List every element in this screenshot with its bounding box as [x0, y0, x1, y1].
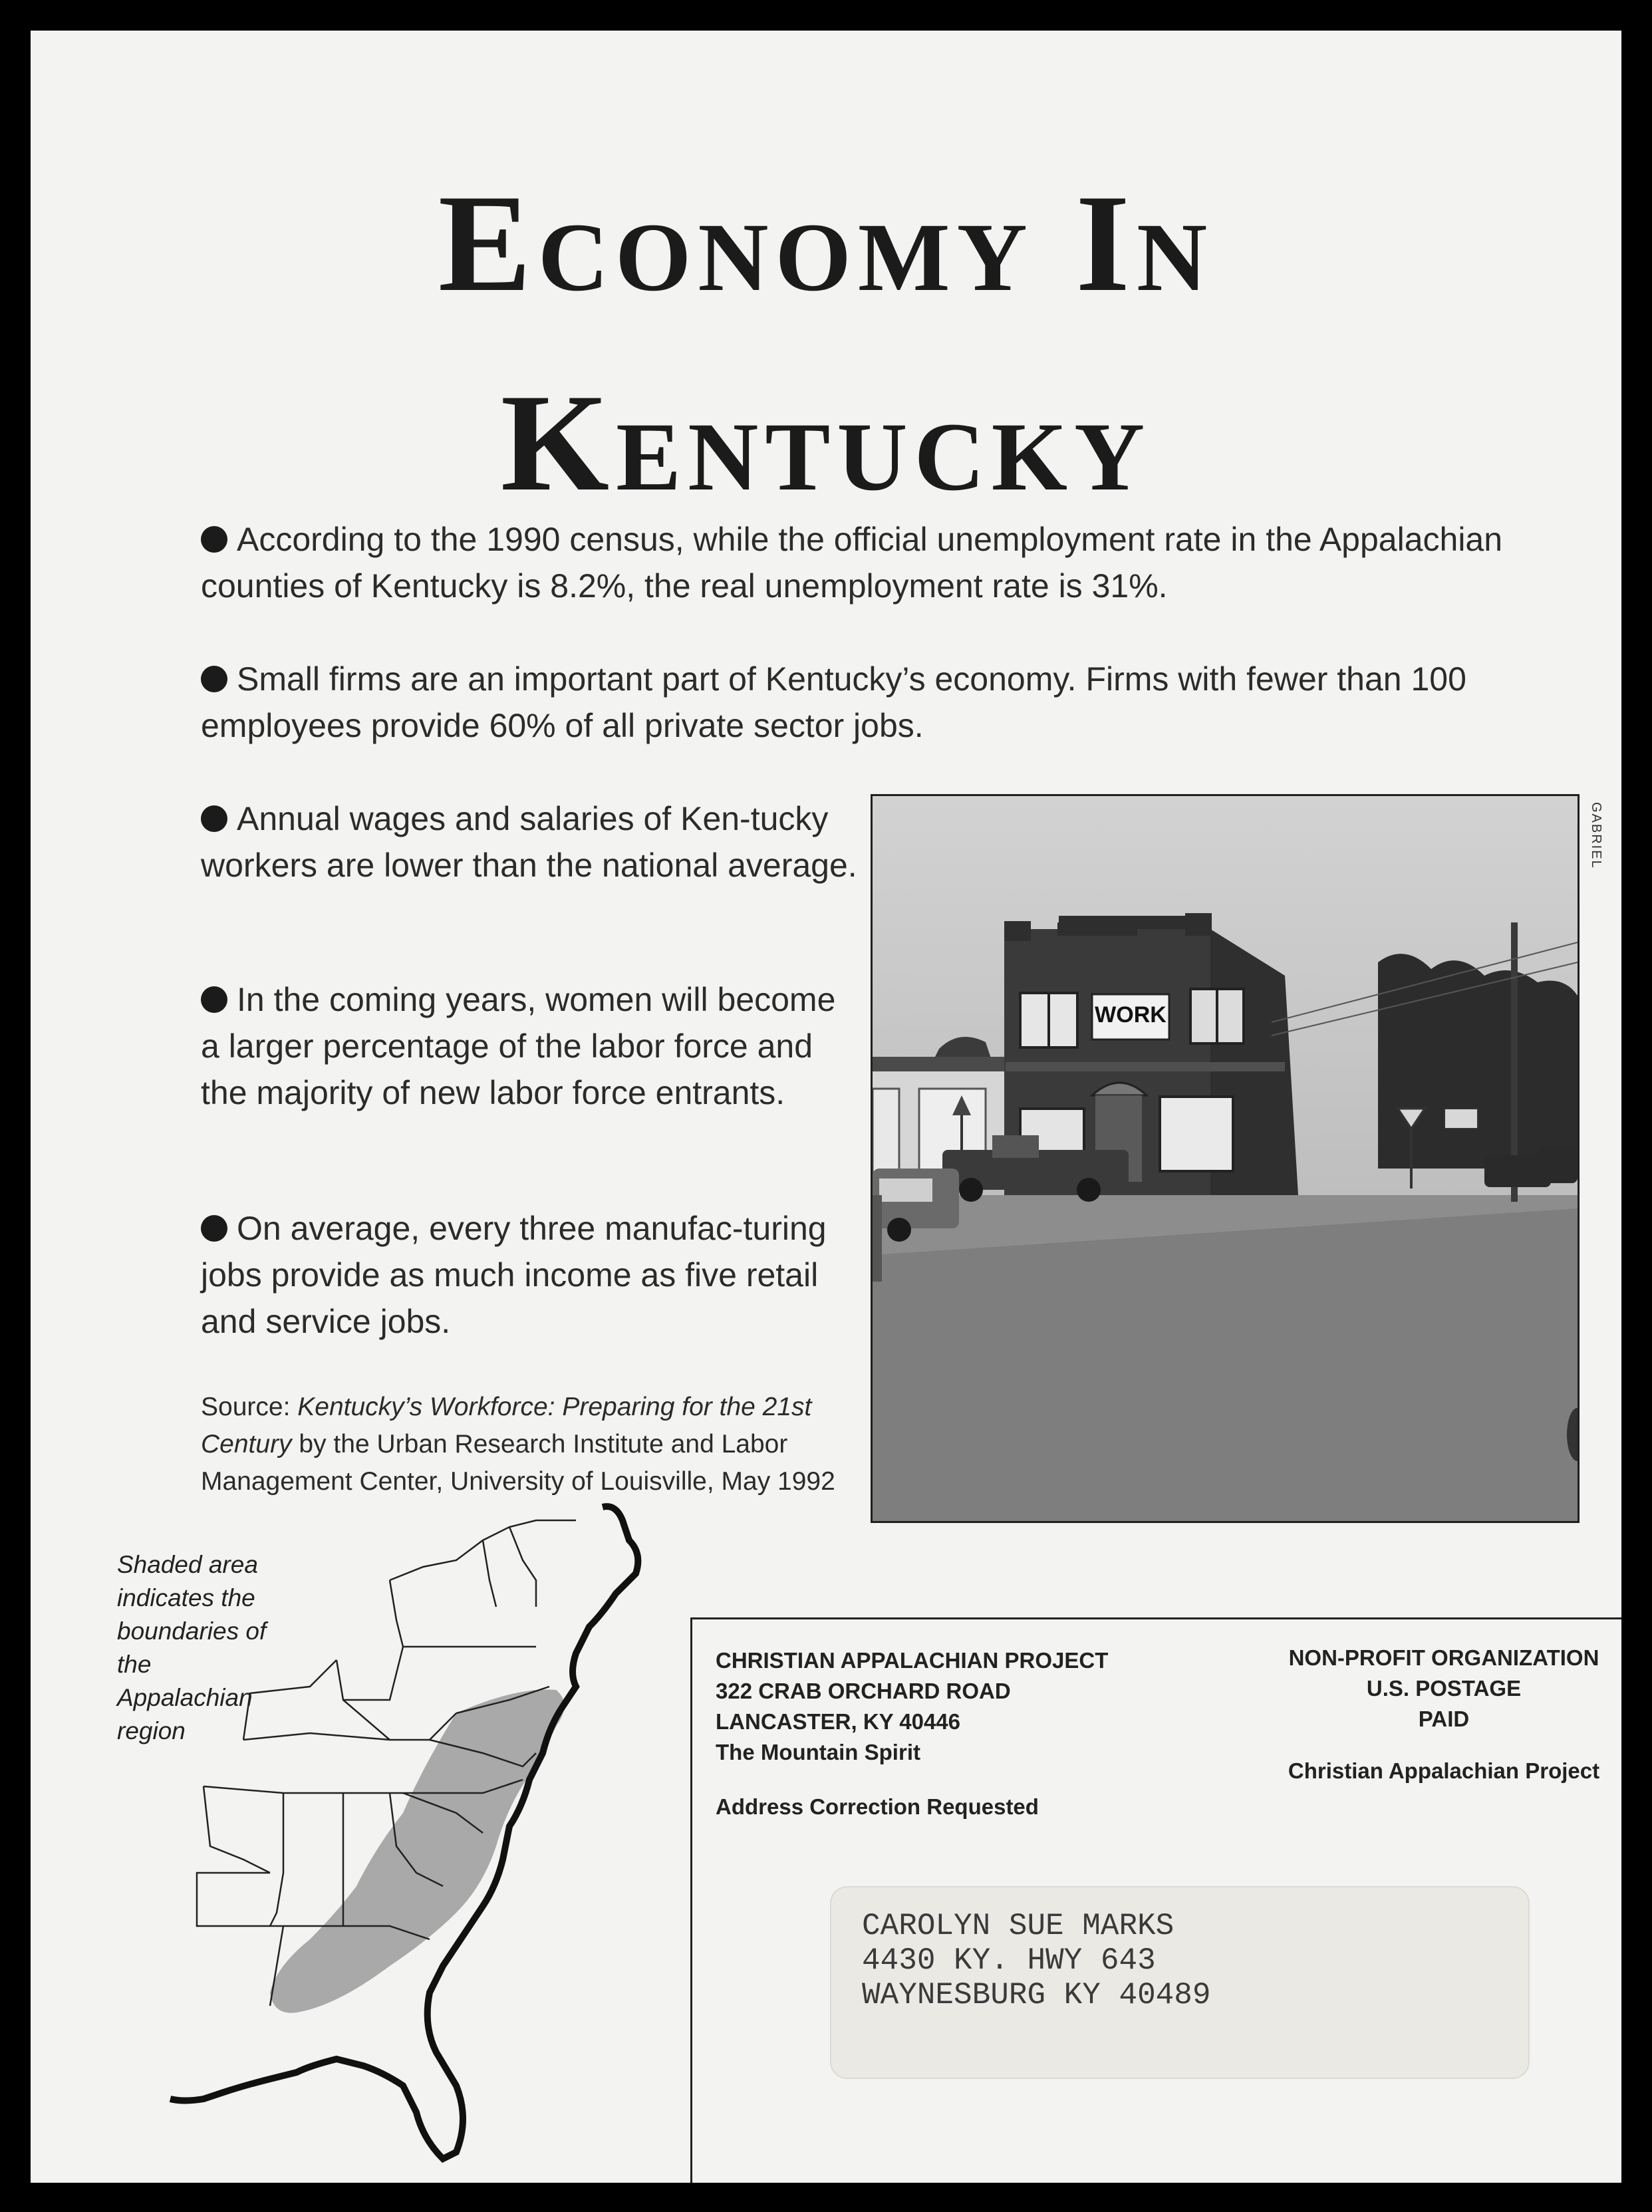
source-label: Source: [201, 1393, 291, 1421]
postage-line: NON-PROFIT ORGANIZATION [1288, 1645, 1599, 1670]
source-details: by the Urban Research Institute and Labor Management Center, University of Louisville, May 1992 [201, 1430, 835, 1496]
bullet-dot-icon [201, 666, 227, 692]
return-address-line: CHRISTIAN APPALACHIAN PROJECT [716, 1648, 1109, 1673]
title-line-1: Economy In [438, 166, 1214, 321]
bullet-dot-icon [201, 805, 227, 832]
bullet-item-1 [201, 516, 1564, 609]
bullet-item-2 [201, 656, 1564, 749]
return-address [716, 1645, 1108, 1768]
appalachian-shaded-area [270, 1689, 565, 2012]
bullet-text: In the coming years, women will become a larger percentage of the labor force and the majority of new labor force entrants. [201, 981, 836, 1111]
recipient-city: WAYNESBURG KY 40489 [862, 1978, 1211, 2012]
newsletter-page [31, 31, 1621, 2183]
bullet-item-5 [201, 1205, 859, 1345]
recipient-address [862, 1909, 1211, 2012]
bullet-text: According to the 1990 census, while the official unemployment rate in the Appalachian counties of Kentucky is 8.2%, the real unemployment rate is 31%. [201, 521, 1503, 605]
postage-line: U.S. POSTAGE [1366, 1676, 1522, 1701]
mailing-panel-border-top [690, 1617, 1621, 1619]
storefront-photo-image [873, 796, 1578, 1521]
bullet-dot-icon [201, 1215, 227, 1242]
postage-indicia [1268, 1643, 1620, 1786]
map-caption: Shaded area indicates the boundaries of the Appalachian region [117, 1551, 267, 1744]
title-line-2: Kentucky [500, 366, 1152, 520]
bullet-text: On average, every three manufac-turing jobs provide as much income as five retail and service jobs. [201, 1210, 827, 1340]
page-title [31, 144, 1621, 543]
return-address-line: LANCASTER, KY 40446 [716, 1709, 961, 1734]
bullet-text: Annual wages and salaries of Ken-tucky workers are lower than the national average. [201, 800, 857, 884]
recipient-name: CAROLYN SUE MARKS [862, 1909, 1174, 1943]
postage-org: Christian Appalachian Project [1288, 1758, 1600, 1783]
photo-credit: GABRIEL [1589, 802, 1603, 869]
publication-name: The Mountain Spirit [716, 1740, 920, 1764]
bullet-dot-icon [201, 986, 227, 1013]
bullet-item-3 [201, 795, 859, 889]
return-address-line: 322 CRAB ORCHARD ROAD [716, 1679, 1011, 1703]
source-citation [201, 1389, 886, 1500]
bullet-item-4 [201, 976, 859, 1116]
postage-line: PAID [1418, 1707, 1470, 1731]
bullet-text: Small firms are an important part of Kentucky’s economy. Firms with fewer than 100 employees provide 60% of all private sector jobs. [201, 660, 1466, 744]
bullet-dot-icon [201, 526, 227, 553]
work-sign-text: WORK [1095, 1002, 1167, 1028]
recipient-street: 4430 KY. HWY 643 [862, 1943, 1156, 1978]
address-correction-note: Address Correction Requested [716, 1794, 1039, 1819]
mailing-panel-border-left [690, 1617, 692, 2183]
storefront-photo [871, 794, 1580, 1523]
source-work-title: Kentucky’s Workforce: Preparing for the 21st Century [201, 1393, 812, 1458]
